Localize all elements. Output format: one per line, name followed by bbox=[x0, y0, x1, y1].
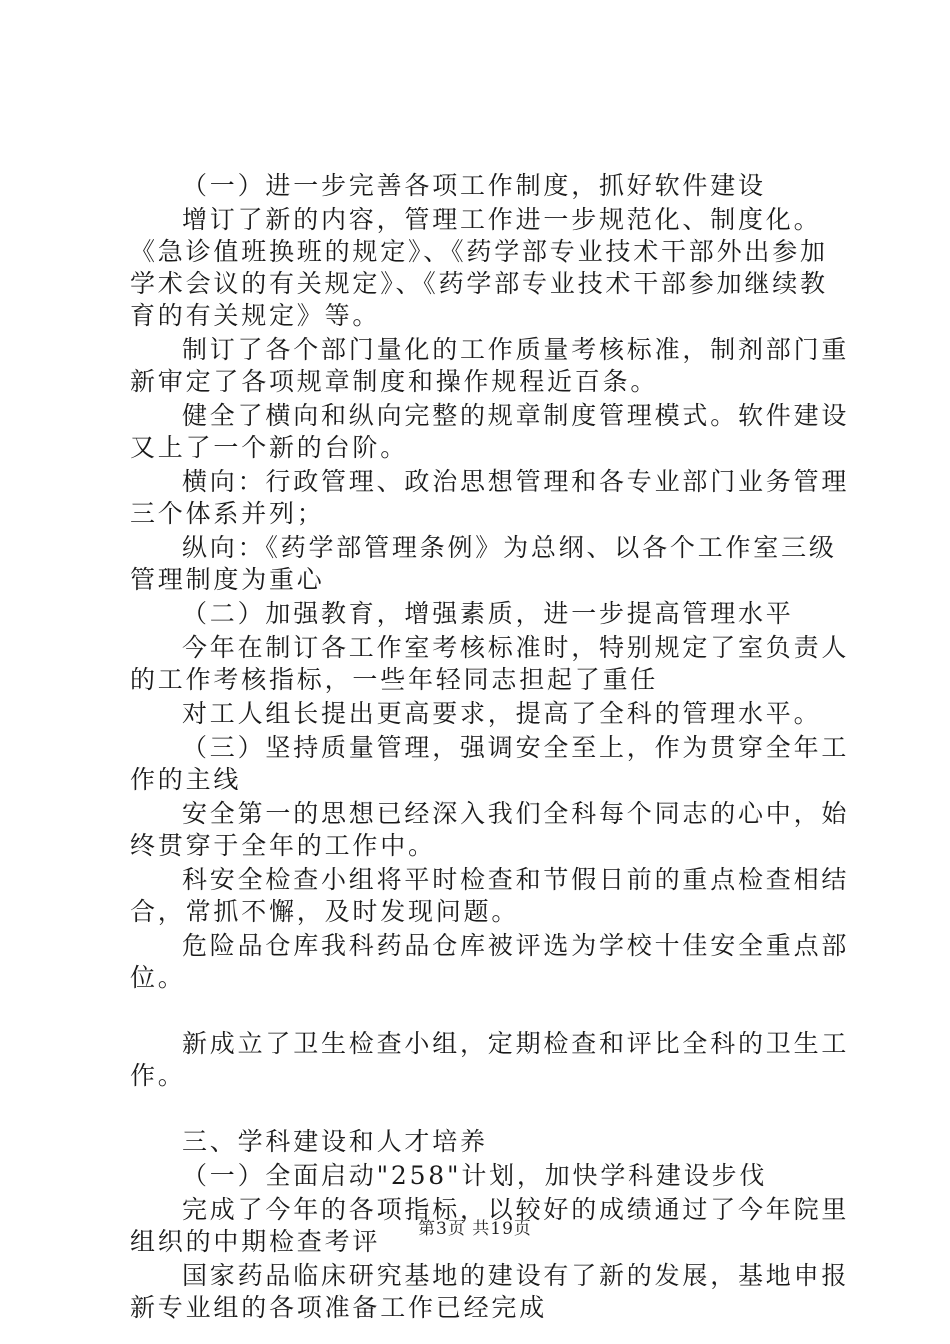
paragraph: 安全第一的思想已经深入我们全科每个同志的心中，始终贯穿于全年的工作中。 bbox=[130, 799, 850, 860]
chapter-heading: 三、学科建设和人才培养 bbox=[182, 1127, 488, 1156]
paragraph: 对工人组长提出更高要求，提高了全科的管理水平。 bbox=[182, 699, 822, 728]
paragraph: 危险品仓库我科药品仓库被评选为学校十佳安全重点部位。 bbox=[130, 931, 850, 992]
paragraph: 科安全检查小组将平时检查和节假日前的重点检查相结合，常抓不懈，及时发现问题。 bbox=[130, 865, 850, 926]
document-body bbox=[130, 170, 850, 1326]
paragraph: 制订了各个部门量化的工作质量考核标准，制剂部门重新审定了各项规章制度和操作规程近百条。 bbox=[130, 335, 850, 396]
paragraph: 今年在制订各工作室考核标准时，特别规定了室负责人的工作考核指标，一些年轻同志担起了重任 bbox=[130, 633, 850, 694]
paragraph: 增订了新的内容，管理工作进一步规范化、制度化。《急诊值班换班的规定》、《药学部专业技术干部外出参加学术会议的有关规定》、《药学部专业技术干部参加继续教育的有关规定》等。 bbox=[130, 205, 828, 330]
section-heading-4: （一）全面启动"258"计划，加快学科建设步伐 bbox=[182, 1161, 768, 1190]
section-heading-1: （一）进一步完善各项工作制度，抓好软件建设 bbox=[182, 171, 766, 200]
section-heading-3: （三）坚持质量管理，强调安全至上，作为贯穿全年工作的主线 bbox=[130, 733, 850, 794]
paragraph: 国家药品临床研究基地的建设有了新的发展，基地申报新专业组的各项准备工作已经完成 bbox=[130, 1261, 850, 1322]
paragraph: 健全了横向和纵向完整的规章制度管理模式。软件建设又上了一个新的台阶。 bbox=[130, 401, 850, 462]
paragraph: 新成立了卫生检查小组，定期检查和评比全科的卫生工作。 bbox=[130, 1029, 850, 1090]
page-number-footer: 第3页 共19页 bbox=[418, 1219, 532, 1239]
paragraph: 完成了今年的各项指标，以较好的成绩通过了今年院里组织的中期检查考评 bbox=[130, 1195, 850, 1256]
paragraph: 纵向：《药学部管理条例》为总纲、以各个工作室三级管理制度为重心 bbox=[130, 533, 837, 594]
paragraph: 横向：行政管理、政治思想管理和各专业部门业务管理三个体系并列； bbox=[130, 467, 850, 528]
section-heading-2: （二）加强教育，增强素质，进一步提高管理水平 bbox=[182, 599, 794, 628]
